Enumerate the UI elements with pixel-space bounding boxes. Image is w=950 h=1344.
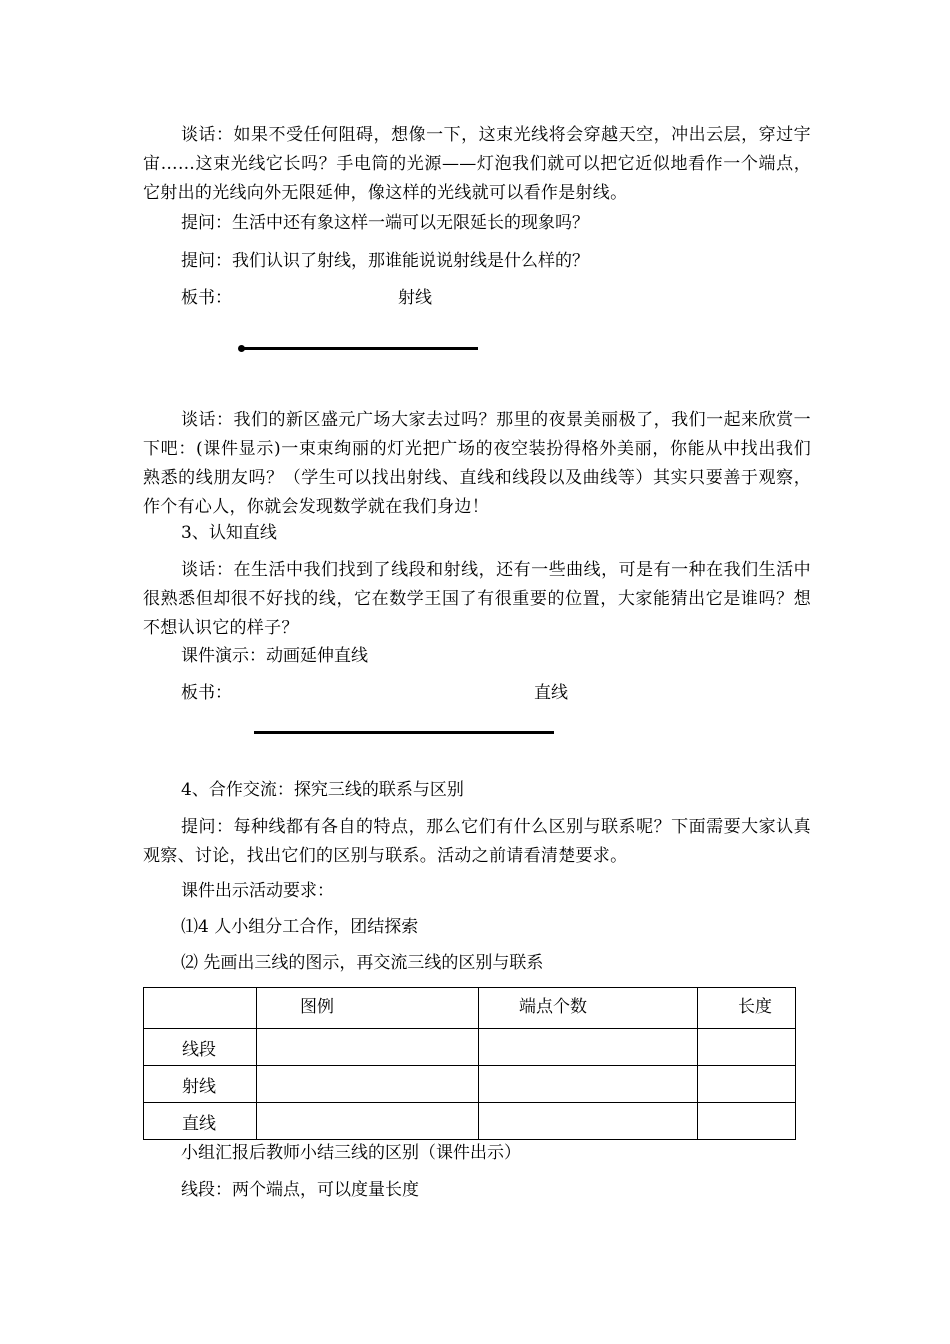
- table-cell: [257, 1066, 479, 1103]
- compare-question: 提问：每种线都有各自的特点，那么它们有什么区别与联系呢？下面需要大家认真观察、讨论，找出它们的区别与联系。活动之前请看清楚要求。: [143, 817, 811, 866]
- ray-board-title: 射线: [398, 288, 432, 308]
- ray-board-label: 板书：: [181, 288, 232, 308]
- ray-talk-paragraph: 谈话：如果不受任何阻碍，想像一下，这束光线将会穿越天空，冲出云层，穿过宇宙……这束光线它长吗？手电筒的光源——灯泡我们就可以把它近似地看作一个端点，它射出的光线向外无限延伸，像这样的光线就可以看作是射线。: [143, 125, 811, 203]
- table-cell: [257, 1103, 479, 1140]
- table-cell: [479, 1029, 698, 1066]
- table-cell: [698, 1103, 796, 1140]
- line-board-label: 板书：: [181, 683, 232, 703]
- table-cell: [257, 1029, 479, 1066]
- line-heading: 3、认知直线: [181, 523, 277, 543]
- requirements-title: 课件出示活动要求：: [181, 881, 334, 901]
- table-header-cell: 长度: [698, 988, 796, 1029]
- compare-heading: 4、合作交流：探究三线的联系与区别: [181, 780, 464, 800]
- table-row-label: 直线: [144, 1103, 257, 1140]
- line-talk-paragraph: 谈话：在生活中我们找到了线段和射线，还有一些曲线，可是有一种在我们生活中很熟悉但却很不好找的线，它在数学王国了有很重要的位置，大家能猜出它是谁吗？想不想认识它的样子？: [143, 560, 811, 638]
- table-cell: [698, 1029, 796, 1066]
- ray-line: [241, 347, 478, 350]
- table-cell: [479, 1103, 698, 1140]
- ray-question-1: 提问：生活中还有象这样一端可以无限延长的现象吗？: [181, 213, 589, 233]
- square-talk-paragraph: 谈话：我们的新区盛元广场大家去过吗？那里的夜景美丽极了，我们一起来欣赏一下吧：(课件显示)一束束绚丽的灯光把广场的夜空装扮得格外美丽，你能从中找出我们熟悉的线朋友吗？（学生可以找出射线、直线和线段以及曲线等）其实只要善于观察，作个有心人，你就会发现数学就在我们身边！: [143, 410, 811, 517]
- table-row-label: 射线: [144, 1066, 257, 1103]
- table-header-row: [144, 988, 796, 1029]
- straight-line: [254, 731, 554, 734]
- lines-comparison-table: [143, 987, 796, 1140]
- ray-question-2: 提问：我们认识了射线，那谁能说说射线是什么样的？: [181, 251, 589, 271]
- table-row: [144, 1029, 796, 1066]
- table-cell: [479, 1066, 698, 1103]
- table-row: [144, 1066, 796, 1103]
- table-row: [144, 1103, 796, 1140]
- table-header-cell: 图例: [257, 988, 479, 1029]
- line-demo: 课件演示：动画延伸直线: [181, 646, 368, 666]
- table-header-cell: [144, 988, 257, 1029]
- line-board-title: 直线: [534, 683, 568, 703]
- summary-title: 小组汇报后教师小结三线的区别（课件出示）: [181, 1143, 521, 1163]
- table-row-label: 线段: [144, 1029, 257, 1066]
- summary-segment: 线段：两个端点，可以度量长度: [181, 1180, 419, 1200]
- table-header-cell: 端点个数: [479, 988, 698, 1029]
- requirement-2: ⑵ 先画出三线的图示，再交流三线的区别与联系: [181, 953, 544, 973]
- table-cell: [698, 1066, 796, 1103]
- requirement-1: ⑴4 人小组分工合作，团结探索: [181, 917, 419, 937]
